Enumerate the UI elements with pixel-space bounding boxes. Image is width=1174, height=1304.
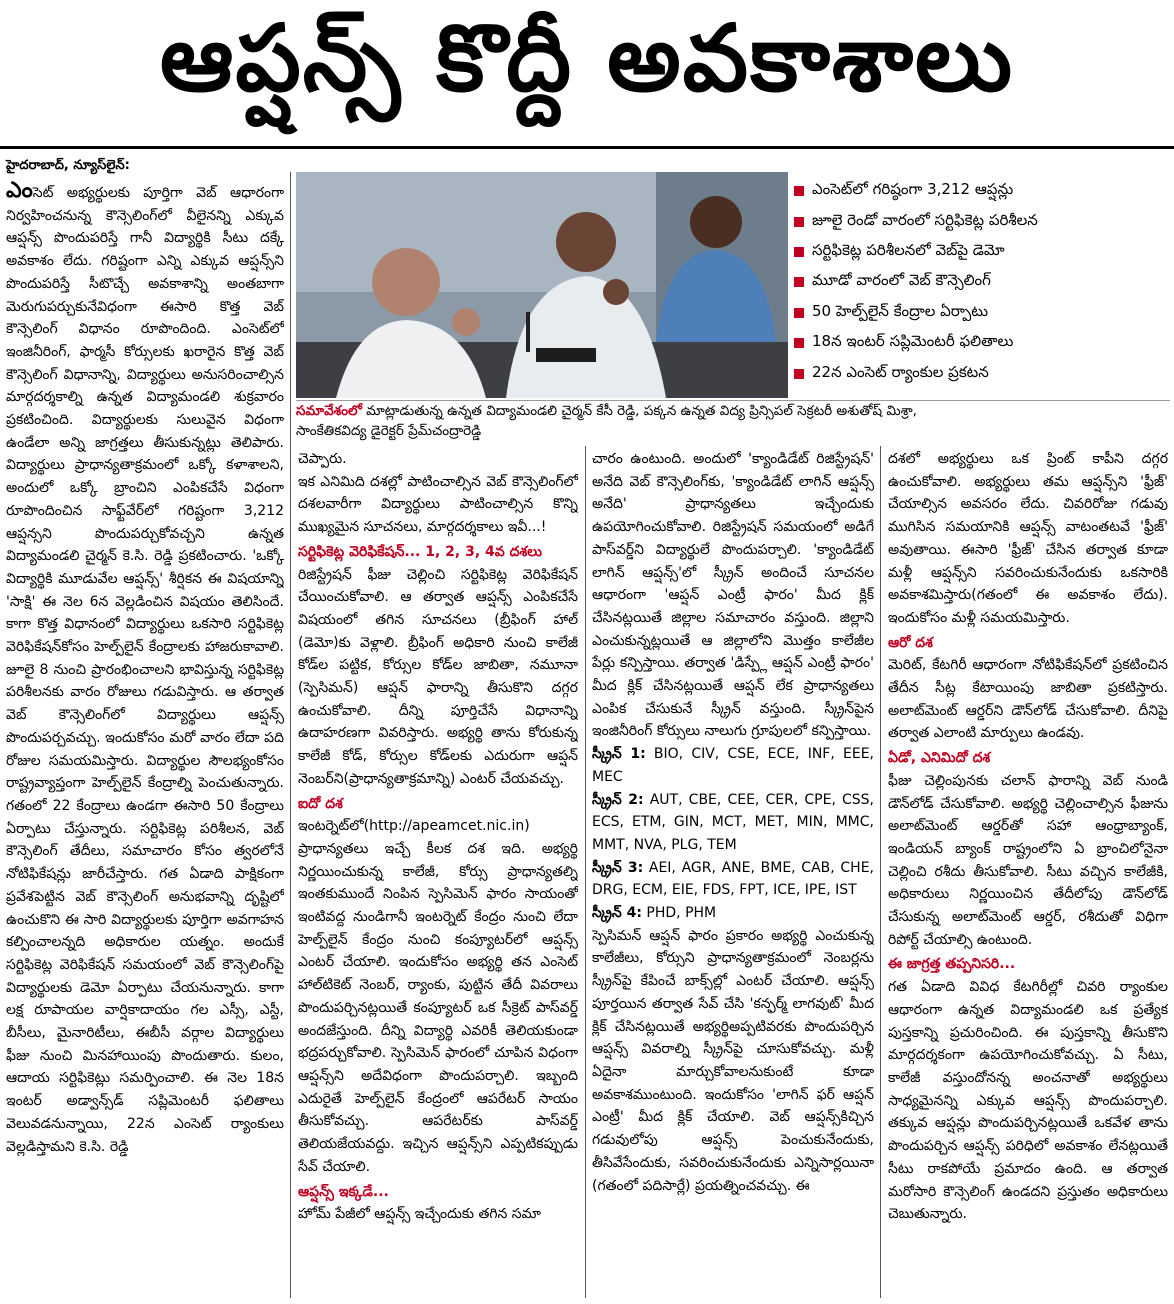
highlight-item: 50 హెల్ప్‌లైన్ కేంద్రాల ఏర్పాటు [792, 298, 1172, 328]
subheading: ఈ జాగ్రత్త తప్పనిసరి... [888, 956, 1016, 973]
headline-rule [0, 146, 1174, 149]
paragraph: ఇక ఎనిమిది దశల్లో పాటించాల్సిన వెబ్ కౌన్సెలింగ్‌లో దశలవారీగా విద్యార్థులు పాటించాల్సిన కొన్ని ముఖ్యమైన సూచనలు, మార్గదర్శకాలు ఇవీ...! [298, 473, 578, 536]
drop-cap: ఎం [6, 180, 33, 203]
highlight-item: ఎంసెట్‌లో గరిష్ఠంగా 3,212 ఆప్షన్లు [792, 176, 1172, 206]
highlight-item: 22న ఎంసెట్ ర్యాంకుల ప్రకటన [792, 358, 1172, 388]
paragraph: దశలో అభ్యర్థులు ఒక ప్రింట్ కాపీని దగ్గర ఉంచుకోవాలి. అభ్యర్థులు తమ ఆప్షన్స్‌ని 'ఫ్రీజ్' చేయాల్సిన అవసరం లేదు. చివరిరోజు గడువు ముగిసిన సమయానికి ఆప్షన్స్ వాటంతటవే 'ఫ్రీజ్' అవుతాయి. ఈసారి 'ఫ్రీజ్' చేసిన తర్వాత కూడా మళ్లీ ఆప్షన్స్‌ని సవరించుకునేందుకు ఒకసారికి అవకాశమిస్తారు(గతంలో ఈ అవకాశం లేదు). ఇందుకోసం మళ్లీ సమయమిస్తారు. [888, 451, 1168, 626]
highlight-item: 18న ఇంటర్ సప్లిమెంటరీ ఫలితాలు [792, 328, 1172, 358]
highlights-list [792, 176, 1172, 389]
article-column-2 [298, 448, 578, 1298]
bullet-square-icon [794, 369, 804, 379]
paragraph: గత ఏడాది వివిధ కేటగిరీల్లో చివరి ర్యాంకుల ఆధారంగా ఉన్నత విద్యామండలి ఒక ప్రత్యేక పుస్తకాన్ని ప్రచురించింది. ఈ పుస్తకాన్ని తీసుకొని మార్గదర్శకంగా ఉపయోగించుకోవచ్చు. ఏ సీటు, కాలేజీ వస్తుందోనన్న అంచనాతో అభ్యర్థులు సాధ్యమైనన్ని ఎక్కువ ఆప్షన్స్ పొందుపర్చాలి. తక్కువ ఆప్షన్లు పొందుపర్చినట్లయితే ఒకవేళ తాను పొందుపర్చిన ఆప్షన్స్ పరిధిలో అవకాశం లేనట్లయితే సీటు రాకపోయే ప్రమాదం ఉంది. ఆ తర్వాత మరోసారి కౌన్సెలింగ్ ఉండదని ప్రస్తుతం అధికారులు చెబుతున్నారు. [888, 979, 1168, 1223]
caption-line2: సాంకేతికవిద్య డైరెక్టర్ ప్రేమ్‌చంద్రారెడ్డి [296, 423, 482, 439]
article-column-3 [592, 448, 874, 1298]
column-divider [290, 172, 291, 1298]
bullet-square-icon [794, 308, 804, 318]
paragraph: ఫీజు చెల్లింపునకు చలాన్ ఫారాన్ని వెబ్ నుండి డౌన్‌లోడ్ చేసుకోవాలి. అభ్యర్థి చెల్లించాల్సిన ఫీజును అలాట్‌మెంట్ ఆర్డర్‌తో సహా ఆంధ్రాబ్యాంక్, ఇండియన్ బ్యాంక్ రాష్ట్రంలోని ఏ బ్రాంచిలోనైనా చెల్లించి రశీదు తీసుకోవాలి. సీటు వచ్చిన కాలేజీకి, అధికారులు నిర్ణయించిన తేదీలోపు డౌన్‌లోడ్ చేసుకున్న అలాట్‌మెంట్ ఆర్డర్, రశీదుతో విధిగా రిపోర్ట్ చేయాల్సి ఉంటుంది. [888, 772, 1168, 948]
paragraph: ఇంటర్నెట్‌లో(http://apeamcet.nic.in) ప్రాధాన్యతలు ఇచ్చే కీలక దశ ఇది. అభ్యర్థి నిర్ణయించుకున్న కాలేజీ, కోర్సు ప్రాధాన్యతల్ని ఇంతకుముందే నింపిన స్పెసిమెన్ ఫారం సాయంతో ఇంటివద్ద నుండిగానీ ఇంటర్నెట్ కేంద్రం నుంచి లేదా హెల్ప్‌లైన్ కేంద్రం నుంచి కంప్యూటర్‌లో ఆప్షన్స్ ఎంటర్ చేయాలి. ఇందుకోసం అభ్యర్థి తన ఎంసెట్ హాల్‌టికెట్ నెంబర్, ర్యాంకు, పుట్టిన తేదీ వివరాలు పొందుపర్చినట్లయితే కంప్యూటర్ ఒక సీక్రెట్ పాస్‌వర్డ్ అందజేస్తుంది. దీన్ని విద్యార్థి ఎవరికీ తెలియకుండా భద్రపర్చుకోవాలి. స్పెసిమెన్ ఫారంలో చూపిన విధంగా ఆప్షన్స్‌ని అదేవిధంగా పొందుపర్చాలి. ఇబ్బంది ఎదురైతే హెల్ప్‌లైన్ కేంద్రంలో ఆపరేటర్ సాయం తీసుకోవచ్చు. ఆపరేటర్‌కు పాస్‌వర్డ్ తెలియజేయవద్దు. ఇచ్చిన ఆప్షన్స్‌ని ఎప్పటికప్పుడు సేవ్ చేయాలి. [298, 818, 578, 1175]
bullet-square-icon [794, 247, 804, 257]
screen-list-item: స్క్రీన్ 3: AEI, AGR, ANE, BME, CAB, CHE, DRG, ECM, EIE, FDS, FPT, ICE, IPE, IST [592, 859, 874, 899]
caption-text: మాట్లాడుతున్న ఉన్నత విద్యామండలి చైర్మన్ కేసీ రెడ్డి, పక్కన ఉన్నత విద్య ప్రిన్సిపల్ సెక్రటరీ అశుతోష్ మిశ్రా, [361, 403, 917, 419]
paragraph: సెట్ అభ్యర్థులకు పూర్తిగా వెబ్ ఆధారంగా నిర్వహించనున్న కౌన్సెలింగ్‌లో వీలైనన్ని ఎక్కువ ఆప్షన్స్ పొందుపరిస్తే గానీ విద్యార్థికి సీటు దక్కే అవకాశం లేదు. గరిష్టంగా ఎన్ని ఎక్కువ ఆప్షన్స్‌ని పొందుపరిస్తే సీటొచ్చే అవకాశాన్ని అంతబాగా మెరుగుపర్చుకునేవిధంగా ఈసారి కొత్త వెబ్ కౌన్సెలింగ్ విధానం రూపొందింది. ఎంసెట్‌లో ఇంజినీరింగ్, ఫార్మసీ కోర్సులకు ఖరారైన కొత్త వెబ్ కౌన్సెలింగ్ విధానాన్ని, విద్యార్థులు అనుసరించాల్సిన మార్గదర్శకాల్ని ఉన్నత విద్యామండలి శుక్రవారం ప్రకటించింది. విద్యార్థులకు సులువైన విధంగా ఉండేలా అన్ని జాగ్రత్తలు తీసుకున్నట్లు తెలిపారు. విద్యార్థులు ప్రాధాన్యతాక్రమంలో ఒక్కో కళాశాలని, అందులో ఒక్కో బ్రాంచిని ఎంపికచేసే విధంగా రూపొందించిన సాఫ్ట్‌వేర్‌లో గరిష్టంగా 3,212 ఆప్షన్సని పొందుపర్చుకోవచ్చని ఉన్నత విద్యామండలి చైర్మన్ కె.సి. రెడ్డి ప్రకటించారు. 'ఒక్కో విద్యార్థికి మూడువేల ఆప్షన్స్' శీర్షికన ఈ విషయాన్ని 'సాక్షి' ఈ నెల 6న వెల్లడించిన విషయం తెలిసిందే. కాగా కొత్త విధానంలో విద్యార్థులు ఒకసారి సర్టిఫికెట్ల వెరిఫికేషన్‌కోసం హెల్ప్‌లైన్ కేంద్రాలకు హాజరుకావాలి. జూలై 8 నుంచి ప్రారంభించాలని భావిస్తున్న సర్టిఫికెట్ల పరిశీలనకు వారం రోజులు గడువిస్తారు. ఆ తర్వాత వెబ్ కౌన్సెలింగ్‌లో విద్యార్థులు ఆప్షన్స్ పొందుపర్చవచ్చు. ఇందుకోసం మరో వారం లేదా పది రోజుల సమయమిస్తారు. విద్యార్థుల సౌలభ్యంకోసం రాష్ట్రవ్యాప్తంగా హెల్ప్‌లైన్ కేంద్రాల్ని పెంచుతున్నారు. గతంలో 22 కేంద్రాలు ఉండగా ఈసారి 50 కేంద్రాలు ఏర్పాటు చేస్తున్నారు. సర్టిఫికెట్ల పరిశీలన, వెబ్ కౌన్సెలింగ్ తేదీలు, సమాచారం కోసం త్వరలోనే నోటిఫికేషన్లు జారీచేస్తారు. గత ఏడాది పాక్షికంగా ప్రవేశపెట్టిన వెబ్ కౌన్సెలింగ్ అనుభవాన్ని దృష్టిలో ఉంచుకొని ఈ సారి విద్యార్థులకు పూర్తిగా అవగాహన కల్పించాలన్నది అధికారుల యత్నం. అందుకే సర్టిఫికెట్ల వెరిఫికేషన్ సమయంలో వెబ్ కౌన్సెలింగ్‌పై విద్యార్థులకు డెమో ఏర్పాటు చేయనున్నారు. కాగా లక్ష రూపాయల వార్షికాదాయం గల ఎస్సీ, ఎస్టీ, బీసీలు, మైనారిటీలు, ఈబీసీ వర్గాల విద్యార్థులు ఫీజు నుంచి మినహాయింపు పొందుతారు. కులం, ఆదాయ సర్టిఫికెట్లు సమర్పించాలి. ఈ నెల 18న ఇంటర్ అడ్వాన్స్‌డ్ సప్లిమెంటరీ ఫలితాలు వెలువడనున్నాయి, 22న ఎంసెట్ ర్యాంకులు వెల్లడిస్తామని కె.సి. రెడ్డి [6, 185, 284, 1155]
highlight-item: మూడో వారంలో వెబ్ కౌన్సెలింగ్ [792, 267, 1172, 297]
subheading: ఏడో, ఎనిమిదో దశ [888, 750, 991, 767]
screen-list-item: స్క్రీన్ 2: AUT, CBE, CEE, CER, CPE, CSS, ECS, ETM, GIN, MCT, MET, MIN, MMC, MMT, NVA, PLG, TEM [592, 791, 874, 853]
meeting-photo [296, 172, 788, 398]
dateline: హైదరాబాద్, న్యూస్‌లైన్: [6, 158, 130, 173]
column-divider [585, 446, 586, 1298]
bullet-square-icon [794, 338, 804, 348]
bullet-square-icon [794, 217, 804, 227]
subheading: సర్టిఫికెట్ల వెరిఫికేషన్... 1, 2, 3, 4వ దశలు [298, 543, 542, 560]
paragraph: రిజిస్ట్రేషన్ ఫీజు చెల్లించి సర్టిఫికెట్ల వెరిఫికేషన్ చేయించుకోవాలి. ఆ తర్వాత ఆప్షన్స్ ఎంపికచేసే విషయంలో తగిన సూచనలు (బ్రీఫింగ్ హాల్ (డెమో)కు వెళ్లాలి. బ్రీఫింగ్ అధికారి నుంచి కాలేజీ కోడ్‌ల పట్టిక, కోర్సుల కోడ్‌ల జాబితా, నమూనా (స్పెసిమన్) ఆప్షన్ ఫారాన్ని తీసుకొని దగ్గర ఉంచుకోవాలి. దీన్ని పూర్తిచేసే విధానాన్ని ఉదాహరణగా వివరిస్తారు. అభ్యర్థి తాను కోరుకున్న కాలేజీ కోడ్, కోర్సుల కోడ్‌లకు ఎదురుగా ఆప్షన్ నెంబర్‌ని(ప్రాధాన్యతాక్రమాన్ని) ఎంటర్ చేయవచ్చు. [298, 566, 578, 787]
bullet-square-icon [794, 277, 804, 287]
photo-caption [296, 400, 1170, 443]
subheading: ఆరో దశ [888, 634, 933, 651]
bullet-square-icon [794, 186, 804, 196]
paragraph: చారం ఉంటుంది. అందులో 'క్యాండిడేట్ రిజిస్ట్రేషన్' అనేది వెబ్ కౌన్సెలింగ్‌కు, 'క్యాండిడేట్ లాగిన్ ఆప్షన్స్ అనేది' ప్రాధాన్యతలు ఇచ్చేందుకు ఉపయోగించుకోవాలి. రిజిస్ట్రేషన్ సమయంలో అడిగే పాస్‌వర్డ్‌ని విద్యార్థులే పొందుపర్చాలి. 'క్యాండిడేట్ లాగిన్ ఆప్షన్స్'లో స్క్రీన్ అందించే సూచనల ఆధారంగా 'ఆప్షన్ ఎంట్రీ ఫారం' మీద క్లిక్ చేసినట్లయితే జిల్లాల సమాచారం వస్తుంది. జిల్లాని ఎంచుకున్నట్లయితే ఆ జిల్లాలోని మొత్తం కాలేజీల పేర్లు కన్పిస్తాయి. తర్వాత 'డిస్ప్లే ఆప్షన్ ఎంట్రీ ఫారం' మీద క్లిక్ చేసినట్లయితే ఆప్షన్ లేక ప్రాధాన్యతలు ఎంపిక చేసుకునే స్క్రీన్ వస్తుంది. స్క్రీన్‌పైన ఇంజినీరింగ్ కోర్సులు నాలుగు గ్రూపులలో కన్పిస్తాయి. [592, 451, 874, 740]
subheading: ఆప్షన్స్ ఇక్కడే... [298, 1183, 389, 1200]
article-column-1 [6, 180, 284, 1298]
highlight-item: సర్టిఫికెట్ల పరిశీలనలో వెబ్‌పై డెమో [792, 237, 1172, 267]
paragraph: మెరిట్, కేటగిరీ ఆధారంగా నోటిఫికేషన్‌లో ప్రకటించిన తేదీన సీట్ల కేటాయింపు జాబితా ప్రకటిస్తారు. అలాట్‌మెంట్ ఆర్డర్‌ని డౌన్‌లోడ్ చేసుకోవాలి. దీనిపై తర్వాత ఎలాంటి మార్పులు ఉండవు. [888, 657, 1168, 742]
article-column-4 [888, 448, 1168, 1298]
paragraph: స్పెసిమన్ ఆప్షన్ ఫారం ప్రకారం అభ్యర్థి ఎంచుకున్న కాలేజీలు, కోర్సుని ప్రాధాన్యతాక్రమంలో నెంబర్లను స్క్రీన్‌పై కేపించే బాక్స్‌ల్లో ఎంటర్ చేయాలి. ఆప్షన్స్ పూర్తయిన తర్వాత సేవ్ చేసి 'కన్ఫర్మ్ లాగవుట్' మీద క్లిక్ చేసినట్లయితే అభ్యర్థిఅప్పటివరకు పొందుపర్చిన ఆప్షన్స్ వివరాల్ని స్క్రీన్‌పై చూసుకోవచ్చు. మళ్లీ ఏదైనా మార్చుకోవాలనుకుంటే కూడా అవకాశముంటుంది. ఇందుకోసం 'లాగిన్ ఫర్ ఆప్షన్ ఎంట్రీ' మీద క్లిక్ చేయాలి. వెబ్ ఆప్షన్స్‌కిచ్చిన గడువులోపు ఆప్షన్స్ పెంచుకునేందుకు, తీసివేసేందుకు, సవరించుకునేందుకు ఎన్నిసార్లయినా (గతంలో పదిసార్లే) ప్రయత్నించవచ్చు. ఈ [592, 927, 874, 1194]
meeting-photo-illustration [296, 172, 788, 398]
screen-list-item: స్క్రీన్ 1: BIO, CIV, CSE, ECE, INF, EEE, MEC [592, 746, 874, 785]
column-divider [880, 446, 881, 1298]
highlight-item: జూలై రెండో వారంలో సర్టిఫికెట్ల పరిశీలన [792, 206, 1172, 236]
headline: ఆప్షన్స్ కొద్దీ అవకాశాలు [159, 5, 1015, 112]
paragraph: చెప్పారు. [298, 451, 347, 467]
subheading: ఐదో దశ [298, 795, 343, 812]
caption-lead: సమావేశంలో [296, 403, 362, 419]
screen-list-item: స్క్రీన్ 4: PHD, PHM [592, 905, 717, 922]
paragraph: హోమ్ పేజీలో ఆప్షన్స్ ఇచ్చేందుకు తగిన సమా [298, 1206, 541, 1223]
